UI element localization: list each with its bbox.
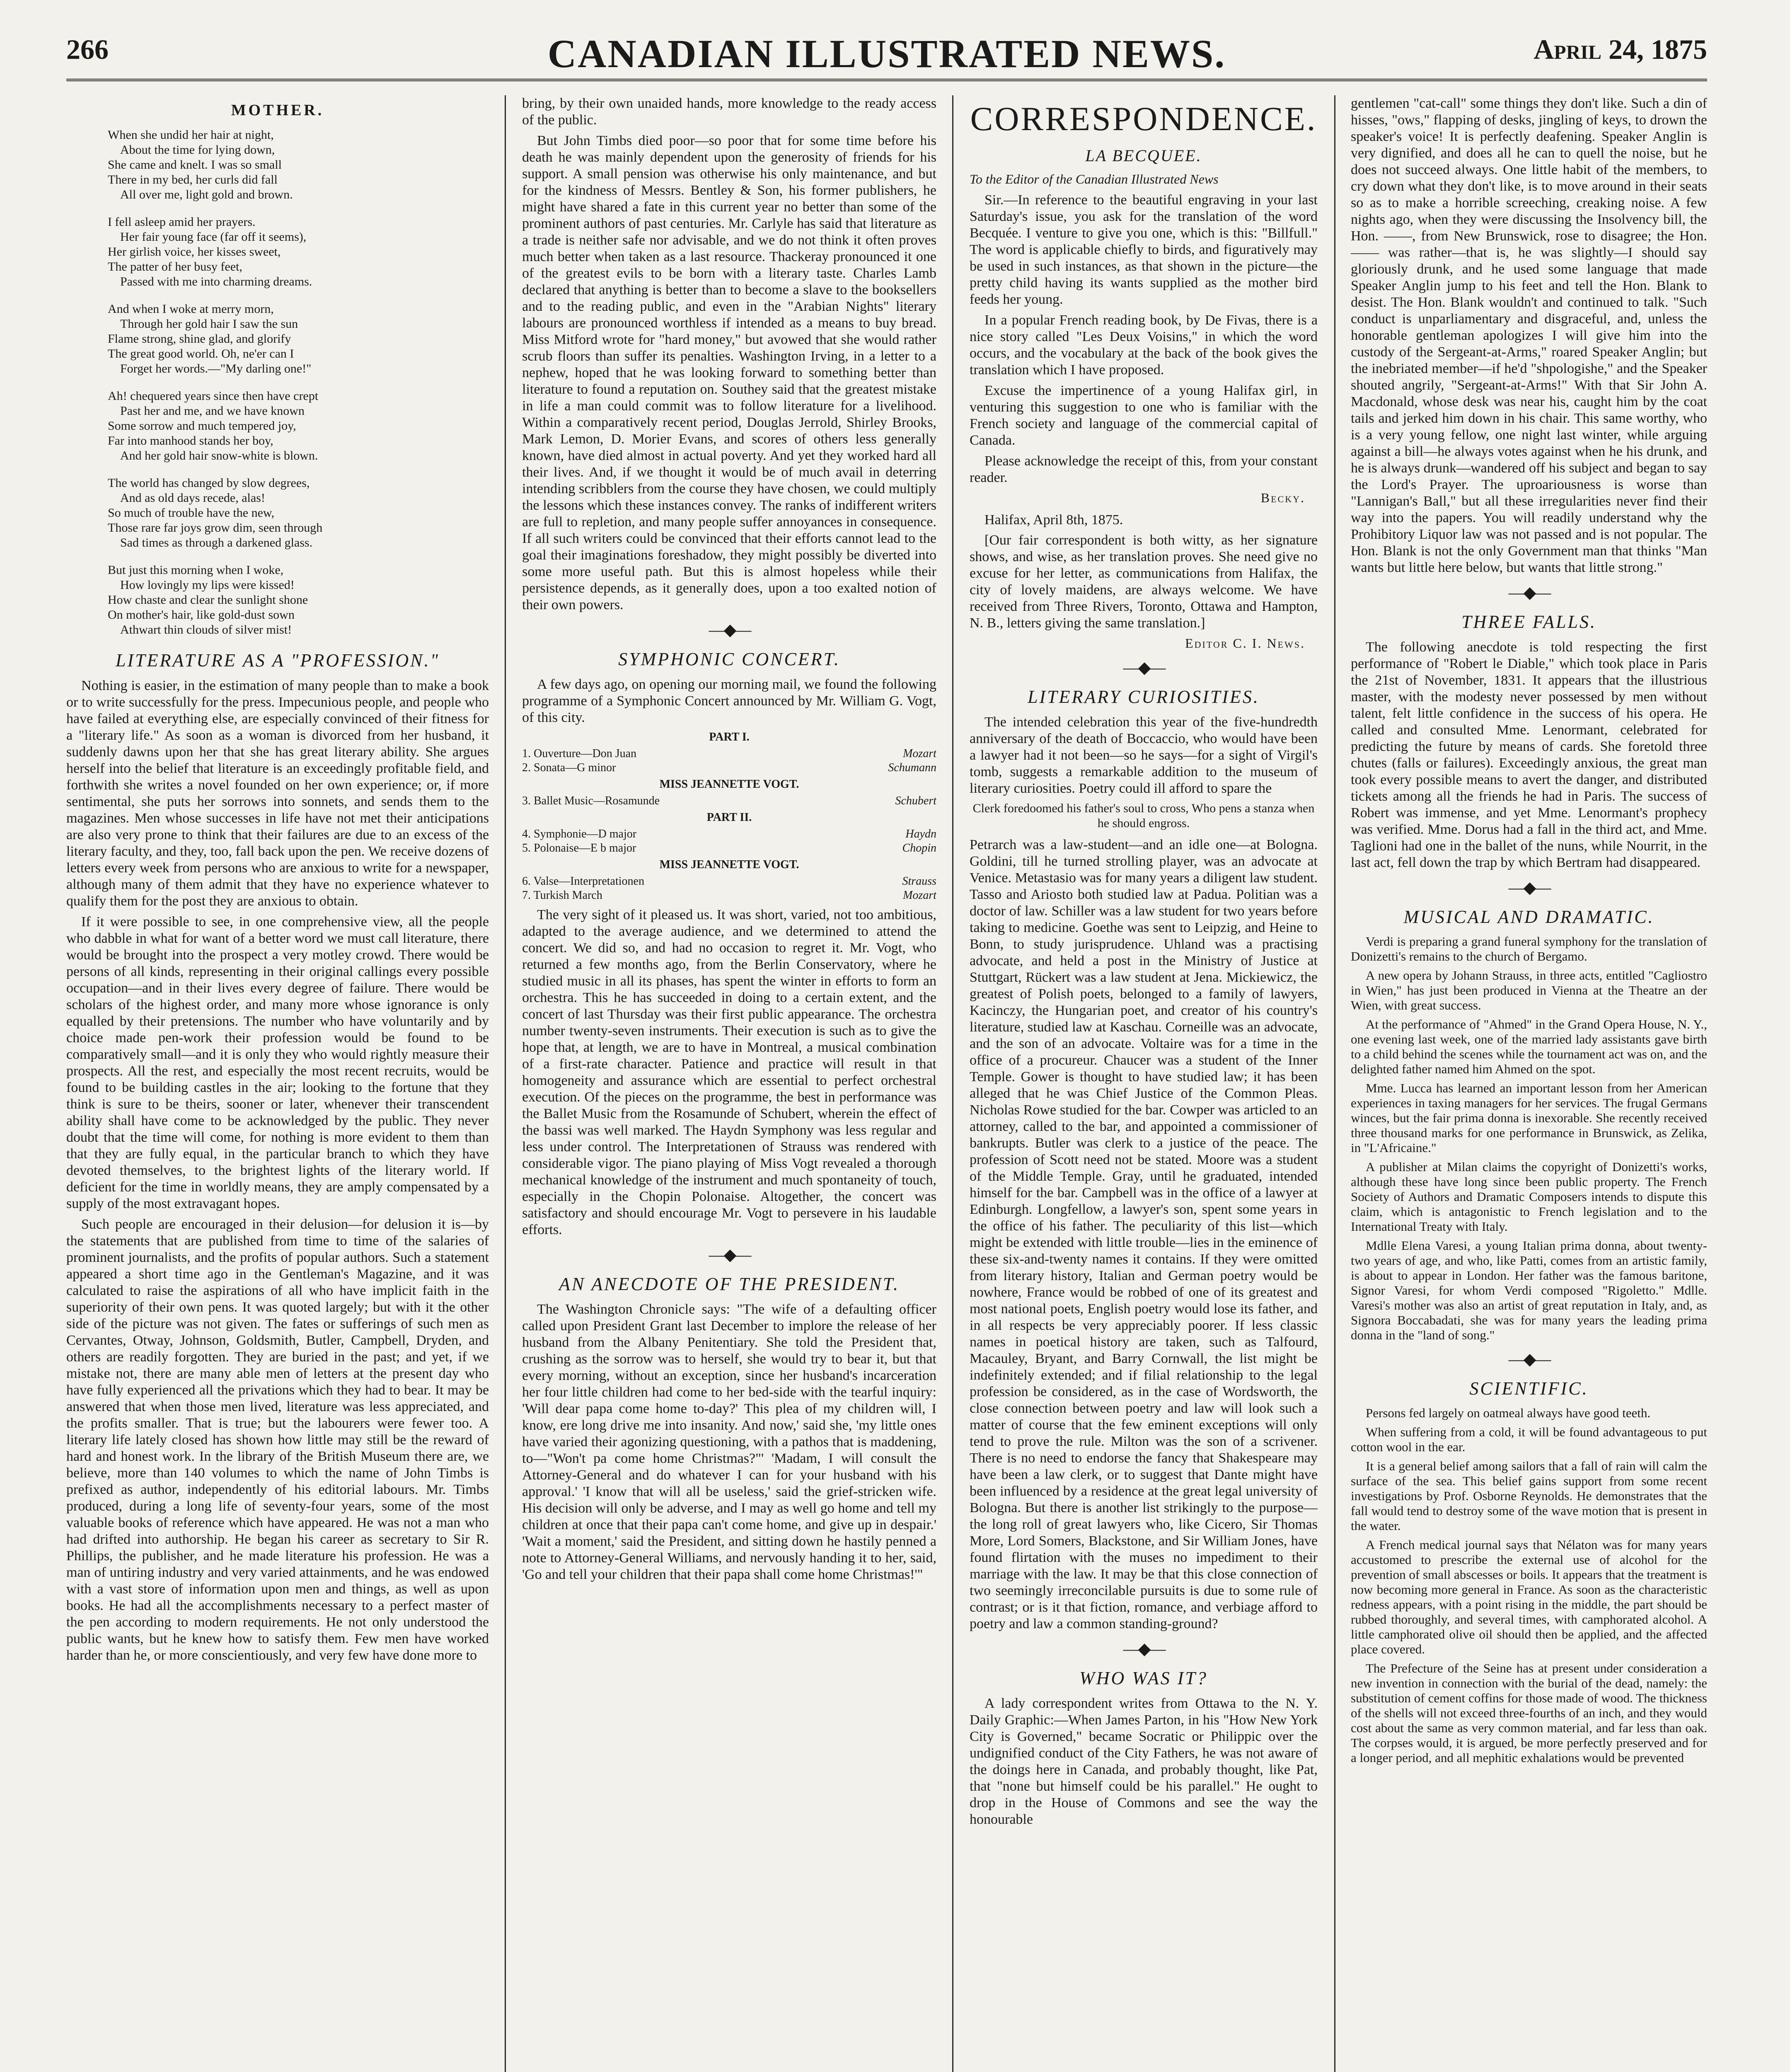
who-was-it-body: A lady correspondent writes from Ottawa to the N. Y. Daily Graphic:—When James Parton, in his "How New York City is Governed," became Socratic or Philippic over the undignified conduct of the City Fathers, he was not aware of the doings here in Canada, and probably thought, like Pat, that "none but himself could be his parallel." He ought to drop in the House of Commons and see the way the honourable [970, 1696, 1318, 1827]
section-divider: —◆— [1123, 1639, 1164, 1658]
poem-stanza [108, 389, 489, 463]
programme-item [522, 841, 936, 855]
poem-line: So much of trouble have the new, [108, 506, 275, 520]
poem-stanzas [66, 128, 489, 637]
programme-piece: 4. Symphonie—D major [522, 828, 637, 840]
musical-dramatic-title: MUSICAL AND DRAMATIC. [1403, 907, 1655, 927]
article-paragraph: But John Timbs died poor—so poor that for some time before his death he was mainly dependent upon the generosity of friends for his support. A small pension was otherwise his only maintenance, and but for the kindness of Messrs. Bentley & Son, his former publishers, he might have shared a fate in this current year no better than some of the prominent authors of past centuries. Mr. Carlyle has said that literature as a trade is neither safe nor advisable, and we do not think it often proves much better when taken as a last resource. Thackeray pronounced it one of the greatest evils to be born with a literary taste. Charles Lamb declared that anything is better than to become a slave to the booksellers and to the reading public, and even in the "Arabian Nights" literary labours are pronounced worthless if intended as a means to buy bread. Miss Mitford wrote for "hard money," but avowed that she would rather scrub floors than suffer its penalties. Washington Irving, in a letter to a nephew, hoped that he was looking forward to something better than literature to found a reputation on. Southey said that the greatest mistake in life a man could commit was to follow literature for a livelihood. Within a comparatively recent period, Douglas Jerrold, Shirley Brooks, Mark Lemon, D. Morier Evans, and scores of others less generally known, have died almost in actual poverty. And yet they worked hard all their lives. And, if we thought it would be of much avail in deterring intending scribblers from the course they have chosen, we could multiply the lessons which these instances convey. The ranks of indifferent writers are full to repletion, and many people suffer annoyances in consequence. If all such writers could be convinced that their efforts cannot lead to the goal their imaginations foreshadow, they might possibly be diverted into some more useful path. But this is almost hopeless while their persistence depends, as it generally does, upon a too exalted notion of their own powers. [522, 133, 936, 612]
poem-line: On mother's hair, like gold-dust sown [108, 608, 295, 622]
letter-paragraph: Sir.—In reference to the beautiful engraving in your last Saturday's issue, you ask for the translation of the word Becquée. I venture to give you one, which is this: "Billfull." The word is applicable chiefly to birds, and figuratively may be used in such instances, as that shown in the picture—the pretty child having its wants supplied as the mother bird feeds her young. [970, 192, 1318, 307]
three-falls-body: The following anecdote is told respecting the first performance of "Robert le Diable," which took place in Paris the 21st of November, 1831. It appears that the illustrious master, with the modesty never possessed by men without talent, felt little confidence in the success of his opera. He called and consulted Mme. Lenormant, celebrated for predicting the future by means of cards. She foretold three chutes (falls or failures). Exceedingly anxious, the great man took every possible means to avert the danger, and distributed tickets among all the friends he had in Paris. The success of Robert was immense, and yet Mme. Lenormant's prophecy was verified. Mme. Dorus had a fall in the third act, and Mme. Taglioni had one in the ballet of the nuns, while Nourrit, in the last act, fell down the trap by which Bertram had disappeared. [1351, 639, 1707, 870]
letter-signature: Becky. [1260, 490, 1305, 505]
scientific-item: Persons fed largely on oatmeal always have good teeth. [1366, 1406, 1651, 1420]
poem-stanza [108, 215, 489, 289]
column-1 [66, 95, 489, 2072]
programme-composer: Mozart [903, 889, 936, 902]
programme-item [522, 888, 936, 903]
programme-composer: Mozart [903, 747, 936, 760]
programme-composer: Schumann [888, 761, 936, 774]
poem-line: Her girlish voice, her kisses sweet, [108, 245, 281, 259]
poem-line: When she undid her hair at night, [108, 128, 274, 142]
programme-soloist: MISS JEANNETTE VOGT. [659, 858, 799, 871]
musical-item: Verdi is preparing a grand funeral symphony for the translation of Donizetti's remains to the church of Bergamo. [1351, 934, 1707, 963]
programme-part-heading: PART II. [706, 811, 752, 824]
scientific-item: When suffering from a cold, it will be found advantageous to put cotton wool in the ear. [1351, 1425, 1707, 1454]
letter-paragraph: Please acknowledge the receipt of this, from your constant reader. [970, 453, 1318, 485]
concert-title: SYMPHONIC CONCERT. [618, 649, 840, 669]
poem-stanza [108, 302, 489, 376]
programme-piece: 5. Polonaise—E b major [522, 842, 636, 854]
programme-piece: 1. Ouverture—Don Juan [522, 747, 637, 760]
programme-composer: Schubert [895, 794, 936, 807]
poem-line: About the time for lying down, [120, 143, 275, 157]
section-divider: —◆— [709, 1245, 750, 1264]
poem-line: Past her and me, and we have known [120, 404, 305, 418]
poem-line: There in my bed, her curls did fall [108, 173, 278, 186]
poem-stanza [108, 563, 489, 637]
poem-line: Forget her words.—"My darling one!" [120, 362, 312, 375]
programme-piece: 7. Turkish March [522, 889, 602, 902]
poem-line: But just this morning when I woke, [108, 563, 284, 577]
poem-line: Sad times as through a darkened glass. [120, 536, 313, 549]
anecdote-body: The Washington Chronicle says: "The wife of a defaulting officer called upon President Grant last December to implore the release of her husband from the Albany Penitentiary. She told the President that, crushing as the sorrow was to herself, she would try to bear it, but that every morning, without an exception, since her husband's incarceration her four little children had come to her bed-side with the tearful inquiry: 'Will dear papa come home to-day?' This plea of my children will, I know, ere long drive me into insanity. And now,' said she, 'my little ones have varied their agonizing questioning, with a pathos that is maddening, to—"Won't pa come home Christmas?"' 'Madam, I will consult the Attorney-General and do whatever I can for your husband with his approval.' 'I know that will all be useless,' said the grief-stricken wife. His decision will only be adverse, and I may as well go home and tell my children at once that their papa can't come home, and give up in despair.' 'Wait a moment,' said the President, and sitting down he hastily penned a note to Attorney-General Williams, and nervously handing it to her, said, 'Go and tell your children that their papa shall come home Christmas!'" [522, 1302, 936, 1582]
letter-paragraph: Excuse the impertinence of a young Halifax girl, in venturing this suggestion to one who is familiar with the French society and language of the commercial capital of Canada. [970, 383, 1318, 448]
letter-title: LA BECQUEE. [1085, 146, 1202, 165]
correspondence-title: CORRESPONDENCE. [970, 100, 1317, 138]
poem-line: I fell asleep amid her prayers. [108, 215, 256, 229]
poem-line: The great good world. Oh, ne'er can I [108, 347, 294, 361]
article-title: LITERATURE AS A "PROFESSION." [116, 650, 440, 670]
column-rule [1334, 95, 1335, 2072]
programme-piece: 6. Valse—Interpretationen [522, 875, 644, 888]
letter-paragraph: In a popular French reading book, by De Fivas, there is a nice story called "Les Deux Voisins," in which the word occurs, and the vocabulary at the back of the book gives the translation which I have proposed. [970, 312, 1318, 378]
section-divider: —◆— [1508, 1350, 1550, 1368]
programme-composer: Chopin [902, 842, 936, 854]
concert-intro: A few days ago, on opening our morning mail, we found the following programme of a Symphonic Concert announced by Mr. William G. Vogt, of this city. [522, 677, 936, 725]
editor-note: [Our fair correspondent is both witty, as her signature shows, and wise, as her translation proves. She need give no excuse for her letter, as communications from Halifax, the city of lovely maidens, are always welcome. We have received from Three Rivers, Toronto, Ottawa and Hampton, N. B., letters giving the same translation.] [970, 533, 1318, 631]
page-number: 266 [66, 34, 109, 65]
poem-title: MOTHER. [231, 102, 324, 119]
section-divider: —◆— [1123, 658, 1164, 677]
poem-line: Flame strong, shine glad, and glorify [108, 332, 291, 346]
programme-piece: 3. Ballet Music—Rosamunde [522, 794, 660, 807]
column-rule [952, 95, 953, 2072]
poem-stanza [108, 476, 489, 550]
poem-line: And when I woke at merry morn, [108, 302, 274, 316]
scientific-item: It is a general belief among sailors that a fall of rain will calm the surface of the sea. This belief gains support from some recent investigations by Prof. Osborne Reynolds. He demonstrates that the fall would tend to destroy some of the wave motion that is present in the water. [1351, 1459, 1707, 1533]
column-4 [1351, 95, 1707, 2072]
poem-line: All over me, light gold and brown. [120, 188, 293, 201]
concert-review: The very sight of it pleased us. It was short, varied, not too ambitious, adapted to the average audience, and we determined to attend the concert. We did so, and had no occasion to regret it. Mr. Vogt, who returned a few months ago, from the Berlin Conservatory, where he studied music in all its phases, has spent the winter in efforts to form an orchestra. This he has succeeded in doing to a certain extent, and the concert of last Thursday was their first public appearance. The orchestra number twenty-seven instruments. Their execution is such as to give the hope that, at length, we are to have in Montreal, a musical combination of a first-rate character. Patience and practice will result in that homogeneity and assurance which are essential to perfect orchestral execution. Of the pieces on the programme, the best in performance was the Ballet Music from the Rosamunde of Schubert, wherein the effect of the bassi was well marked. The Haydn Symphony was less regular and less under control. The Interpretationen of Strauss was rendered with considerable vigor. The piano playing of Miss Vogt revealed a thorough mechanical knowledge of the instrument and much spontaneity of touch, especially in the Chopin Polonaise. Altogether, the concert was satisfactory and should encourage Mr. Vogt to persevere in his laudable efforts. [522, 907, 936, 1237]
programme-soloist: MISS JEANNETTE VOGT. [659, 778, 799, 791]
anecdote-title: AN ANECDOTE OF THE PRESIDENT. [559, 1274, 900, 1294]
who-was-it-title: WHO WAS IT? [1079, 1668, 1208, 1688]
musical-items [1351, 934, 1707, 1343]
programme-composer: Haydn [905, 828, 936, 840]
programme-item [522, 747, 936, 761]
column-rule [505, 95, 506, 2072]
poem-line: The world has changed by slow degrees, [108, 476, 310, 490]
scientific-title: SCIENTIFIC. [1469, 1378, 1589, 1399]
poem-line: Her fair young face (far off it seems), [120, 230, 307, 244]
programme-item [522, 761, 936, 775]
article-paragraph: If it were possible to see, in one comprehensive view, all the people who dabble in what for want of a better word we must call literature, there would be brought into the prospect a very motley crowd. There would be persons of all kinds, representing in their original callings every possible occupation—and in their lives every degree of failure. There would be scholars of the highest order, and many more whose ignorance is only equalled by their pretensions. The number who have voluntarily and by choice made pen-work their profession would be found to be comparatively small—and it is only they who would rightly measure their prospects. All the rest, and especially the most recent recruits, would be found to be building castles in the air; looking to the fortune that they think is sure to be theirs, sooner or later, whenever their transcendent ability shall have come to be acknowledged by the public. They never doubt that the time will come, for nothing is more evident to them than that they are fully equal, in the particular branch to which they have devoted themselves, to the brightest lights of the literary world. If deficient for the time in worldly means, they are amply compensated by a supply of the most extravagant hopes. [66, 914, 489, 1211]
scientific-items [1351, 1406, 1707, 1765]
page-header [66, 25, 1707, 81]
poem-stanza [108, 128, 489, 202]
poem-line: Ah! chequered years since then have crept [108, 389, 319, 403]
article-paragraph: Such people are encouraged in their delusion—for delusion it is—by the statements that are published from time to time of the salaries of prominent journalists, and the profits of popular authors. Such a statement appeared a short time ago in the Gentleman's Magazine, and it was calculated to raise the aspirations of all who have implicit faith in the superiority of their own pens. It was quoted largely; but with it the other side of the picture was not given. The fates or sufferings of such men as Cervantes, Otway, Johnson, Goldsmith, Butler, Campbell, Dryden, and others are readily forgotten. They are buried in the past; and yet, if we mistake not, there are many able men of letters at the present day who have fully experienced all the privations which they had to bear. It may be answered that when those men lived, literature was less appreciated, and the profits smaller. That is true; but the labourers were fewer too. A literary life lately closed has shown how little may still be the reward of hard and honest work. In the library of the British Museum there are, we believe, more than 140 volumes to which the name of John Timbs is prefixed as author, independently of his editorial labours. Mr. Timbs produced, during a long life of seventy-four years, some of the most valuable books of reference which have appeared. He was not a man who had drifted into authorship. He began his career as secretary to Sir R. Phillips, the publisher, and he made literature his profession. He was a man of untiring industry and very varied attainments, and he was endowed with a vast store of information upon men and things, as well as upon books. He had all the accomplishments necessary to a perfect master of the pen according to modern requirements. He not only understood the public wants, but he knew how to satisfy them. Few men have worked harder than he, or more conscientiously, and very few have done more to [66, 1217, 489, 1663]
editor-signature: Editor C. I. News. [1185, 636, 1305, 651]
poem-line: Passed with me into charming dreams. [120, 275, 312, 288]
poem-line: Those rare far joys grow dim, seen through [108, 521, 323, 535]
poem-line: Far into manhood stands her boy, [108, 434, 273, 448]
section-divider: —◆— [709, 620, 750, 639]
curiosities-body: Petrarch was a law-student—and an idle one—at Bologna. Goldini, till he turned strolling player, was an advocate at Venice. Metastasio was for many years a diligent law student. Tasso and Ariosto both studied law at Padua. Politian was a doctor of law. Schiller was a law student for two years before taking to medicine. Goethe was sent to Leipzig, and Heine to Bonn, to study jurisprudence. Uhland was a practising advocate, and held a post in the Ministry of Justice at Stuttgart, Rückert was a law student at Jena. Mickiewicz, the greatest of Polish poets, belonged to a family of lawyers, Kacinczy, the Hungarian poet, and creator of his country's literature, studied law at Kaschau. Corneille was an advocate, and the son of an advocate. Voltaire was for a time in the office of a procureur. Chaucer was a student of the Inner Temple. Gower is thought to have studied law; it has been alleged that he was Chief Justice of the Common Pleas. Nicholas Rowe studied for the bar. Cowper was articled to an attorney, called to the bar, and appointed a commissioner of bankrupts. Butler was clerk to a justice of the peace. The profession of Scott need not be stated. Moore was a student of the Middle Temple. Gray, until he graduated, intended himself for the bar. Campbell was in the office of a lawyer at Edinburgh. Longfellow, a lawyer's son, spent some years in the office of his father. The peculiarity of this list—which might be extended with little trouble—lies in the eminence of these six-and-twenty names it contains. If they were omitted from literary history, Italian and German poetry would be nowhere, France would be robbed of one of its greatest and most national poets, English poetry would lose its father, and in all respects be very appreciably poorer. If less classic names in poetical history are taken, such as Talfourd, Macauley, Bryant, and Barry Cornwall, the list might be indefinitely extended; and if filial relationship to the legal profession be considered, as in the case of Wordsworth, the close connection between poetry and law will look such a matter of course that the few eminent exceptions will only tend to prove the rule. Milton was the son of a scrivener. There is no need to endorse the fancy that Shakespeare may have been a law clerk, or to suggest that Dante might have been influenced by a residence at the great legal university of Bologna. But there is another list strikingly to the purpose—the long roll of great lawyers who, like Cicero, Sir Thomas More, Lord Somers, Blackstone, and Sir William Jones, have found flirtation with the muses no impediment to their marriage with the law. It may be that this close connection of two seemingly irreconcilable pursuits is due to some rule of contrast; or is it that fiction, romance, and verbiage afford to poetry and law a common standing-ground? [970, 837, 1318, 1631]
programme-item [522, 794, 936, 808]
musical-item: At the performance of "Ahmed" in the Grand Opera House, N. Y., one evening last week, one of the married lady assistants gave birth to a child behind the scenes while the tournament act was on, and the delighted father named him Ahmed on the spot. [1351, 1017, 1707, 1076]
column-3 [970, 95, 1318, 2072]
musical-item: Mdlle Elena Varesi, a young Italian prima donna, about twenty-two years of age, and who, like Patti, comes from an artistic family, is about to appear in London. Her father was the famous baritone, Signor Varesi, for whom Verdi composed "Rigoletto." Mdlle. Varesi's mother was also an artist of great reputation in Italy, and, as Signora Boccabadati, she was for many years the leading prima donna in the "land of song." [1351, 1238, 1707, 1342]
poem-line: Through her gold hair I saw the sun [120, 317, 298, 331]
three-falls-title: THREE FALLS. [1461, 612, 1596, 632]
letter-addressee: To the Editor of the Canadian Illustrated News [970, 172, 1219, 186]
article-paragraph: gentlemen "cat-call" some things they don't like. Such a din of hisses, "ows," flapping of desks, jingling of keys, to drown the speaker's voice! It is perfectly deafening. Speaker Anglin is very dignified, and does all he can to quell the noise, but he does not succeed always. One little habit of the members, to cry down what they don't like, is to move around in their seats so as to make a horrible screeching, creaking noise. A few nights ago, when they were discussing the Insolvency bill, the Hon. ——, from New Brunswick, rose to disagree; the Hon. —— was rather—that is, he was slightly—I should say gloriously drunk, and he used some language that made Speaker Anglin jump to his feet and tell the Hon. Blank to desist. The Hon. Blank wouldn't and continued to talk. "Such conduct is unparliamentary and disgraceful, and, unless the honorable gentleman apologizes I will give him into the custody of the Sergeant-at-Arms," roared Speaker Anglin; but the inebriated member—if he'd "shpologishe," and the Speaker shouted angrily, "Sergeant-at-Arms!" With that Sir John A. Macdonald, whose desk was near his, caught him by the coat tails and jerked him down in his chair. This same worthy, who is a very young fellow, one night last winter, while arguing against a bill—he always votes against when he his drunk, and he is always drunk—wandered off his subject and began to say the Lord's Prayer. The uproariousness is worse than "Lannigan's Ball," but all these irregularities never find their way into the papers. You will readily understand why the Prohibitory Liquor law was not passed and is not popular. The Hon. Blank is not the only Government man that thinks "Man wants but little here below, but wants that little strong." [1351, 96, 1707, 575]
musical-item: A new opera by Johann Strauss, in three acts, entitled "Cagliostro in Wien," has just been produced in Vienna at the Theatre an der Wien, with great success. [1351, 968, 1707, 1012]
poem-line: And her gold hair snow-white is blown. [120, 449, 318, 462]
concert-programme [522, 730, 936, 903]
poem-line: And as old days recede, alas! [120, 491, 265, 505]
poem-line: How lovingly my lips were kissed! [120, 578, 295, 592]
curiosities-intro: The intended celebration this year of the five-hundredth anniversary of the death of Boccaccio, who would have been a lawyer had it not been—so he says—for a sight of Virgil's tomb, suggests a remarkable addition to the museum of literary curiosities. Poetry could ill afford to spare the [970, 714, 1318, 796]
scientific-item: The Prefecture of the Seine has at present under consideration a new invention in connection with the burial of the dead, namely: the substitution of cement coffins for those made of wood. The thickness of the shells will not exceed three-fourths of an inch, and they would cost about the same as very common material, and far less than oak. The corpses would, it is argued, be more perfectly preserved and for a longer period, and all mephitic exhalations would be prevented [1351, 1661, 1707, 1765]
programme-part-heading: PART I. [709, 731, 750, 743]
programme-composer: Strauss [902, 875, 936, 888]
poem-line: How chaste and clear the sunlight shone [108, 593, 308, 607]
section-divider: —◆— [1508, 878, 1550, 897]
curiosities-title: LITERARY CURIOSITIES. [1028, 687, 1260, 707]
curiosities-quote: Clerk foredoomed his father's soul to cross, Who pens a stanza when he should engross. [972, 801, 1315, 830]
poem-line: The patter of her busy feet, [108, 260, 242, 274]
programme-item [522, 874, 936, 888]
programme-item [522, 827, 936, 841]
poem-line: Athwart thin clouds of silver mist! [120, 623, 292, 637]
section-divider: —◆— [1508, 583, 1550, 602]
poem-line: She came and knelt. I was so small [108, 158, 282, 172]
musical-item: A publisher at Milan claims the copyright of Donizetti's works, although these have long since been public property. The French Society of Authors and Dramatic Composers intends to dispute this claim, which is antagonistic to French legislation and to the International Treaty with Italy. [1351, 1159, 1707, 1234]
scientific-item: A French medical journal says that Nélaton was for many years accustomed to prescribe the external use of alcohol for the prevention of small abscesses or boils. It appears that the treatment is now becoming more general in France. As soon as the characteristic redness appears, with a point rising in the middle, the part should be rubbed thoroughly, and several times, with camphorated alcohol. A little camphorated olive oil should then be applied, and the affected place covered. [1351, 1537, 1707, 1656]
programme-piece: 2. Sonata—G minor [522, 761, 616, 774]
article-paragraph: bring, by their own unaided hands, more knowledge to the ready access of the public. [522, 96, 936, 128]
issue-date: April 24, 1875 [1534, 34, 1707, 65]
letter-dateline: Halifax, April 8th, 1875. [984, 512, 1123, 528]
poem-line: Some sorrow and much tempered joy, [108, 419, 296, 433]
masthead: CANADIAN ILLUSTRATED NEWS. [547, 31, 1226, 76]
column-2 [522, 95, 936, 2072]
article-paragraph: Nothing is easier, in the estimation of many people than to make a book or to write successfully for the press. Impecunious people, and people who have failed at everything else, are especially convinced of their fitness for a "literary life." As soon as a woman is divorced from her husband, it suddenly dawns upon her that she has great literary ability. She argues herself into the belief that literature is an exceedingly profitable field, and forthwith she writes a novel founded on her own experience; or, if more sentimental, she puts her sorrows into sonnets, and sends them to the magazines. Men whose successes in life have not met their anticipations are also very prone to think that their failures are due to an excess of the literary faculty, and they, too, fall back upon the pen. We receive dozens of letters every week from persons who are anxious to write for a newspaper, although many of them admit that they have no experience whatever to qualify them for the post they are anxious to obtain. [66, 678, 489, 909]
musical-item: Mme. Lucca has learned an important lesson from her American experiences in taxing managers for her services. The frugal Germans winces, but the fair prima donna is inexorable. She recently received three thousand marks for one performance in Brunswick, as Zelika, in "L'Africaine." [1351, 1081, 1707, 1155]
